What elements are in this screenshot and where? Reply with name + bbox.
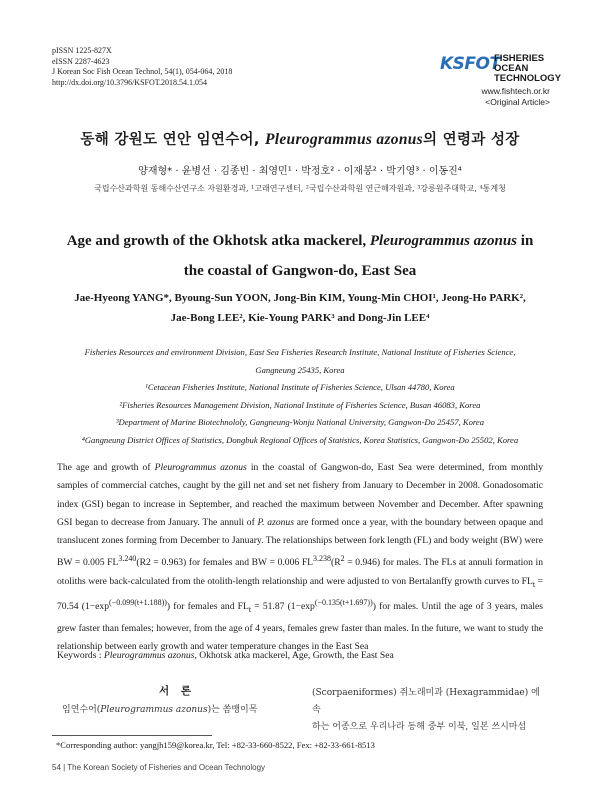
- english-title: [60, 226, 540, 286]
- pissn: pISSN 1225-827X: [52, 46, 112, 55]
- korean-authors: 양재형* · 윤병선 · 김종빈 · 최영민¹ · 박정호² · 이재봉² · 박기영³ · 이동진⁴: [138, 166, 462, 177]
- logo-line-1: FISHERIES OCEAN: [494, 53, 545, 74]
- subscript-t: t: [532, 579, 536, 589]
- affiliation-line: ¹Cetacean Fisheries Institute, National Institute of Fisheries Science, Ulsan 44780, Korea: [145, 382, 455, 392]
- doi-link[interactable]: http://dx.doi.org/10.3796/KSFOT.2018.54.1.054: [52, 77, 208, 87]
- footnote-divider: [52, 735, 212, 736]
- english-authors-line-1: Jae-Hyeong YANG*, Byoung-Sun YOON, Jong-Bin KIM, Young-Min CHOI¹, Jeong-Ho PARK²,: [74, 292, 526, 304]
- abstract-species-short: P. azonus: [257, 516, 294, 528]
- body-left-text: [62, 702, 292, 718]
- abstract-text: = 70.54 (1−exp: [57, 575, 543, 613]
- subscript-t: t: [248, 605, 252, 615]
- abstract: [57, 459, 543, 656]
- exponent-male: 3.238: [313, 554, 332, 564]
- ksfot-logo-mark: KSFOT: [440, 54, 501, 74]
- affiliation-line: ³Department of Marine Biotechnololy, Gangneung-Wonju National University, Gangwon-Do 25457, Korea: [115, 417, 485, 427]
- logo-line-2: TECHNOLOGY: [494, 73, 562, 84]
- keywords-species: Pleurogrammus azonus: [103, 650, 195, 661]
- korean-title-suffix: 의 연령과 성장: [423, 132, 520, 148]
- english-title-line-1: [60, 226, 540, 256]
- abstract-text: ) for males. Until the age of 3 years, males grew faster than females; however, from the age of 4 years, females grew faster than males. In the future, we want to study the relationship between early growth and water temperature changes in the East Sea: [57, 601, 543, 652]
- body-right-line: (Scorpaeniformes) 쥐노래미과 (Hexagrammidae) 에 속: [312, 688, 540, 715]
- english-title-species: Pleurogrammus azonus: [369, 233, 518, 249]
- journal-meta: [52, 46, 232, 88]
- exponent-female: 3.240: [118, 554, 137, 564]
- affiliation-line: ²Fisheries Resources Management Division, National Institute of Fisheries Science, Busan 46083, Korea: [119, 399, 481, 410]
- body-right-column: [312, 685, 548, 736]
- abstract-text: (R: [331, 557, 341, 569]
- english-title-line-2: the coastal of Gangwon-do, East Sea: [183, 263, 417, 279]
- body-text: 임연수어(: [62, 705, 101, 715]
- abstract-text: = 0.946) for males. The FLs at annuli formation in otoliths were back-calculated from the otolith-length relationship and were adjusted to von Bertalanffy growth curves to FL: [57, 557, 543, 587]
- english-authors-line-2: Jae-Bong LEE², Kie-Young PARK³ and Dong-Jin LEE⁴: [170, 312, 430, 324]
- abstract-text: are formed once a year, with the boundary between opaque and translucent zones forming from December to January. The relationships between fork length (FL) and body weight (BW) were BW = 0.005 FL: [57, 516, 543, 569]
- body-right-line: 하는 어종으로 우리나라 동해 중부 이북, 일본 쓰시마섬: [312, 722, 527, 732]
- keywords: [57, 650, 543, 661]
- body-text: )는 쏨뱅이목: [207, 705, 258, 715]
- keywords-label: Keywords :: [57, 650, 104, 661]
- journal-website-block: [482, 86, 551, 108]
- journal-logo-text: [494, 54, 561, 84]
- body-left-column: [62, 683, 292, 718]
- korean-title-prefix: 동해 강원도 연안 임연수어,: [80, 132, 265, 148]
- article-type: <Original Article>: [485, 97, 550, 107]
- website-link[interactable]: www.fishtech.or.kr: [481, 86, 550, 96]
- abstract-text: in the coastal of Gangwon-do, East Sea were determined, from monthly samples of commercial catches, caught by the gill net and set net fishery from January to December in 2008. Gonadosomatic index (GSI) began to increase in September, and reached the maximum between November and December. After spawning GSI began to decrease from January. The annuli of: [57, 462, 544, 528]
- corresponding-author-footnote: *Corresponding author: yangjh159@korea.kr, Tel: +82-33-660-8522, Fex: +82-33-661-8513: [56, 740, 375, 750]
- vbgf-exponent-female: (−0.099(t+1.188)): [109, 598, 167, 608]
- abstract-text: The age and growth of: [57, 462, 155, 473]
- korean-affiliations: 국립수산과학원 동해수산연구소 자원환경과, ¹고래연구센터, ²국립수산과학원 연근해자원과, ³강릉원주대학교, ⁴통계청: [94, 184, 506, 193]
- vbgf-exponent-male: (−0.135(t+1.697)): [314, 598, 373, 608]
- abstract-text: (R2 = 0.963) for females and BW = 0.006 FL: [136, 557, 314, 569]
- abstract-text: ) for females and FL: [166, 601, 249, 613]
- eissn: eISSN 2287-4623: [52, 56, 110, 66]
- abstract-text: = 51.87 (1−exp: [251, 601, 315, 613]
- citation: J Korean Soc Fish Ocean Technol, 54(1), 054-064, 2018: [52, 67, 233, 76]
- english-title-suffix: in: [517, 233, 534, 249]
- r-squared-superscript: 2: [340, 554, 345, 564]
- abstract-species: Pleurogrammus azonus: [154, 462, 247, 473]
- english-affiliations: [52, 344, 548, 449]
- section-heading-introduction: 서 론: [159, 685, 195, 697]
- affiliation-line: ⁴Gangneung District Offices of Statistics, Dongbuk Regional Offices of Statistics, Korea Statistics, Gangwon-Do 25502, Korea: [81, 434, 519, 445]
- page-footer: 54 | The Korean Society of Fisheries and Ocean Technology: [52, 763, 266, 772]
- korean-title-species: Pleurogrammus azonus: [264, 131, 424, 148]
- korean-title: [0, 128, 600, 149]
- english-title-prefix: Age and growth of the Okhotsk atka mackerel,: [66, 233, 370, 249]
- affiliation-line: Gangneung 25435, Korea: [255, 364, 345, 375]
- journal-logo: [440, 52, 562, 84]
- keywords-list: , Okhotsk atka mackerel, Age, Growth, the East Sea: [194, 650, 394, 661]
- english-authors: [60, 288, 540, 328]
- affiliation-line: Fisheries Resources and environment Division, East Sea Fisheries Research Institute, National Institute of Fisheries Science,: [84, 347, 516, 357]
- body-species: Pleurogrammus azonus: [100, 705, 208, 715]
